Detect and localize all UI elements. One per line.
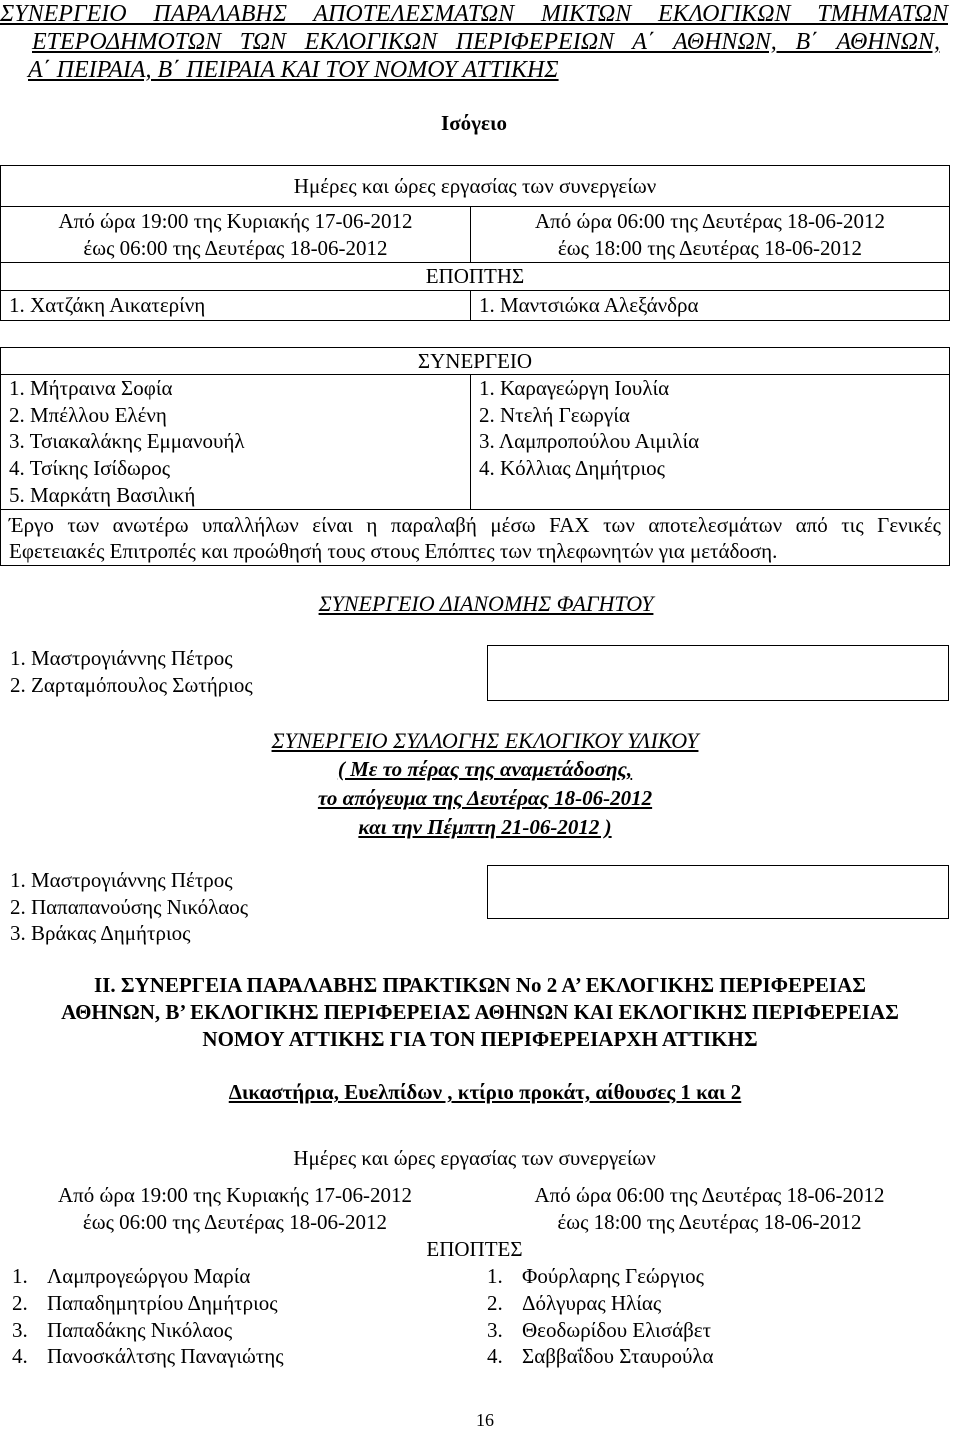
list-item <box>12 1343 470 1370</box>
document-header <box>0 0 948 84</box>
item-name: Φούρλαρης Γεώργιος <box>522 1264 704 1288</box>
shift-right-start: Από ώρα 06:00 της Δευτέρας 18-06-2012 <box>535 208 885 233</box>
list-item: 4. Κόλλιας Δημήτριος <box>479 456 665 481</box>
item-number: 2. <box>487 1290 503 1315</box>
supervisor-left: 1. Χατζάκη Αικατερίνη <box>1 291 471 321</box>
list-item <box>12 1317 470 1344</box>
collection-note-line-2: το απόγευμα της Δευτέρας 18-06-2012 <box>317 786 653 810</box>
list-item: 1. Μήτραινα Σοφία <box>9 376 173 400</box>
food-team-title: ΣΥΝΕΡΓΕΙΟ ΔΙΑΝΟΜΗΣ ΦΑΓΗΤΟΥ <box>318 591 654 616</box>
section-2-heading-line-3: ΝΟΜΟΥ ΑΤΤΙΚΗΣ ΓΙΑ ΤΟΝ ΠΕΡΙΦΕΡΕΙΑΡΧΗ ΑΤΤΙΚΗΣ <box>202 1027 758 1051</box>
team-members-right <box>471 375 950 510</box>
supervisors-right <box>470 1263 949 1371</box>
item-number: 3. <box>12 1317 28 1342</box>
list-item: 1. Καραγεώργη Ιουλία <box>479 376 670 400</box>
list-item: 2. Παπαπανούσης Νικόλαος <box>10 894 249 919</box>
section-2-heading-line-2: ΑΘΗΝΩΝ, Β’ ΕΚΛΟΓΙΚΗΣ ΠΕΡΙΦΕΡΕΙΑΣ ΑΘΗΝΩΝ ΚΑΙ ΕΚΛΟΓΙΚΗΣ ΠΕΡΙΦΕΡΕΙΑΣ <box>61 1000 899 1024</box>
list-item <box>487 1263 949 1290</box>
header-line-1: ΣΥΝΕΡΓΕΙΟ ΠΑΡΑΛΑΒΗΣ ΑΠΟΤΕΛΕΣΜΑΤΩΝ ΜΙΚΤΩΝ ΕΚΛΟΓΙΚΩΝ ΤΜΗΜΑΤΩΝ <box>0 1 948 27</box>
item-name: Δόλγυρας Ηλίας <box>522 1290 662 1315</box>
collection-team-heading <box>10 726 960 842</box>
item-number: 4. <box>487 1344 503 1369</box>
list-item <box>12 1263 470 1290</box>
description-line-2: Εφετειακές Επιτροπές και προώθησή τους στους Επόπτες των τηλεφωνητών για μετάδοση. <box>9 538 778 563</box>
food-team-members <box>10 645 253 699</box>
shift-right-start: Από ώρα 06:00 της Δευτέρας 18-06-2012 <box>534 1182 885 1207</box>
team-members-left <box>1 375 471 510</box>
collection-team-members <box>10 867 248 947</box>
page-number: 16 <box>476 1410 494 1430</box>
section-2-heading-line-1: ΙΙ. ΣΥΝΕΡΓΕΙΑ ΠΑΡΑΛΑΒΗΣ ΠΡΑΚΤΙΚΩΝ Νο 2 Α’ ΕΚΛΟΓΙΚΗΣ ΠΕΡΙΦΕΡΕΙΑΣ <box>94 973 866 997</box>
item-name: Λαμπρογεώργου Μαρία <box>47 1264 251 1288</box>
list-item: 3. Βράκας Δημήτριος <box>10 921 191 945</box>
shift-left-start: Από ώρα 19:00 της Κυριακής 17-06-2012 <box>58 1182 412 1207</box>
list-item <box>487 1343 949 1370</box>
list-item: 1. Μαστρογιάννης Πέτρος <box>10 646 233 670</box>
shift-right-end: έως 18:00 της Δευτέρας 18-06-2012 <box>557 235 863 260</box>
floor-schedule-table <box>0 165 950 321</box>
item-name: Θεοδωρίδου Ελισάβετ <box>522 1317 712 1342</box>
description-line-1: Έργο των ανωτέρω υπαλλήλων είναι η παραλαβή μέσω FAX των αποτελεσμάτων από τις Γενικές <box>9 512 941 537</box>
team-description <box>1 510 950 566</box>
role-heading: ΕΠΟΠΤΗΣ <box>1 263 950 291</box>
item-name: Παπαδημητρίου Δημήτριος <box>47 1290 278 1315</box>
collection-team-box <box>487 865 949 919</box>
supervisor-right: 1. Μαντσιώκα Αλεξάνδρα <box>471 291 950 321</box>
shift-left-end: έως 06:00 της Δευτέρας 18-06-2012 <box>82 1209 388 1234</box>
item-name: Πανοσκάλτσης Παναγιώτης <box>47 1344 284 1369</box>
list-item: 1. Μαστρογιάννης Πέτρος <box>10 868 233 892</box>
list-item: 2. Μπέλλου Ελένη <box>9 402 167 427</box>
list-item: 3. Τσιακαλάκης Εμμανουήλ <box>9 429 245 454</box>
header-line-3: Α΄ ΠΕΙΡΑΙΑ, Β΄ ΠΕΙΡΑΙΑ ΚΑΙ ΤΟΥ ΝΟΜΟΥ ΑΤΤΙΚΗΣ <box>28 57 559 83</box>
list-item <box>12 1290 470 1317</box>
list-item <box>487 1317 949 1344</box>
supervisors-left <box>0 1263 470 1371</box>
collection-team-title: ΣΥΝΕΡΓΕΙΟ ΣΥΛΛΟΓΗΣ ΕΚΛΟΓΙΚΟΥ ΥΛΙΚΟΥ <box>271 728 699 753</box>
item-name: Σαββαΐδου Σταυρούλα <box>522 1344 714 1369</box>
shift-right-cell <box>470 1181 949 1236</box>
shift-left-end: έως 06:00 της Δευτέρας 18-06-2012 <box>83 235 388 260</box>
item-name: Παπαδάκης Νικόλαος <box>47 1317 233 1342</box>
list-item: 5. Μαρκάτη Βασιλική <box>9 482 196 507</box>
food-team-box <box>487 645 949 701</box>
team-title: ΣΥΝΕΡΓΕΙΟ <box>1 348 950 375</box>
item-number: 1. <box>487 1264 503 1288</box>
collection-note-line-1: ( Με το πέρας της αναμετάδοσης, <box>337 757 633 781</box>
list-item: 3. Λαμπροπούλου Αιμιλία <box>479 429 700 454</box>
item-number: 4. <box>12 1344 28 1369</box>
shift-right-end: έως 18:00 της Δευτέρας 18-06-2012 <box>557 1209 862 1234</box>
list-item: 4. Τσίκης Ισίδωρος <box>9 456 171 481</box>
role-heading: ΕΠΟΠΤΕΣ <box>426 1237 523 1261</box>
shift-right-cell <box>471 207 950 263</box>
team-table <box>0 347 950 566</box>
shift-left-start: Από ώρα 19:00 της Κυριακής 17-06-2012 <box>58 208 413 233</box>
section-2-heading <box>0 972 960 1053</box>
shift-left-cell <box>0 1181 470 1236</box>
collection-note-line-3: και την Πέμπτη 21-06-2012 ) <box>358 815 612 839</box>
section-2-location: Δικαστήρια, Ευελπίδων , κτίριο προκάτ, αίθουσες 1 και 2 <box>228 1080 742 1104</box>
list-item: 2. Ζαρταμόπουλος Σωτήριος <box>10 673 253 697</box>
schedule-title: Ημέρες και ώρες εργασίας των συνεργείων <box>1 166 950 207</box>
court-schedule-table <box>0 1135 949 1371</box>
item-number: 1. <box>12 1264 28 1288</box>
item-number: 2. <box>12 1290 28 1315</box>
list-item <box>487 1290 949 1317</box>
schedule-title: Ημέρες και ώρες εργασίας των συνεργείων <box>293 1145 656 1170</box>
header-line-2: ΕΤΕΡΟΔΗΜΟΤΩΝ ΤΩΝ ΕΚΛΟΓΙΚΩΝ ΠΕΡΙΦΕΡΕΙΩΝ Α΄ ΑΘΗΝΩΝ, Β΄ ΑΘΗΝΩΝ, <box>32 29 940 55</box>
list-item: 2. Ντελή Γεωργία <box>479 402 630 427</box>
shift-left-cell <box>1 207 471 263</box>
floor-heading: Ισόγειο <box>441 111 507 135</box>
item-number: 3. <box>487 1317 503 1342</box>
